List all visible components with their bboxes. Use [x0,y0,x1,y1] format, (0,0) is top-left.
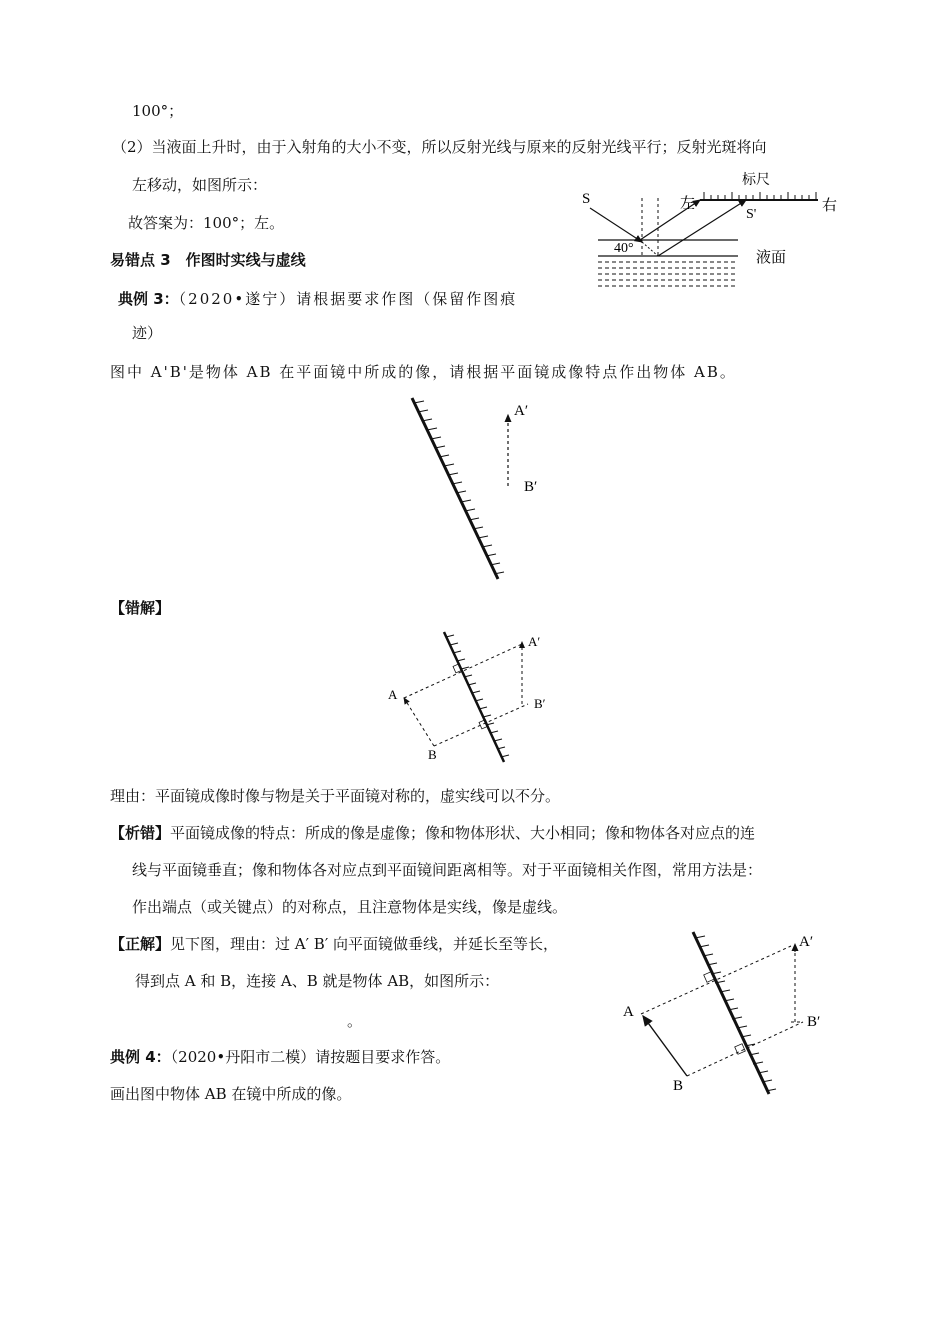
example-3-line [118,289,517,309]
example-3-text: （2020•遂宁）请根据要求作图（保留作图痕 [178,290,518,308]
object-ab-solid [643,1016,687,1076]
example-4-description: 画出图中物体 AB 在镜中所成的像。 [110,1085,352,1103]
label-a: A [623,1004,634,1020]
analysis-text-1: 平面镜成像的特点：所成的像是虚像；像和物体形状、大小相同；像和物体各对应点的连 [170,824,756,842]
answer-line-4: 故答案为：100°；左。 [128,214,285,232]
example-3-text-2: 迹） [132,324,163,342]
answer-line-1: 100°； [132,102,184,120]
label-a: A [388,687,398,702]
example-4-line [110,1047,450,1067]
example-3-label: 典例 3： [118,290,179,308]
reason-line: 理由：平面镜成像时像与物是关于平面镜对称的，虚实线可以不分。 [110,787,561,805]
label-ruler: 标尺 [742,172,770,188]
label-a-prime: A′ [528,634,541,649]
liquid-hatch [598,262,738,286]
label-liquid: 液面 [756,248,787,266]
example-4-text: （2020•丹阳市二模）请按题目要求作答。 [170,1048,451,1066]
mirror-hatch [446,635,509,757]
incident-ray [590,208,642,242]
example-3-description: 图中 A'B'是物体 AB 在平面镜中所成的像，请根据平面镜成像特点作出物体 AB。 [110,363,737,381]
mirror-figure-wrong [380,628,560,768]
mirror-figure-correct [615,928,840,1098]
wrong-solution-label: 【错解】 [110,599,171,617]
analysis-line-1 [110,823,755,843]
label-left: 左 [680,194,696,212]
answer-line-2: （2）当液面上升时，由于入射角的大小不变，所以反射光线与原来的反射光线平行；反射光斑将向 [112,138,767,156]
label-s: S [582,191,591,207]
label-a-prime: A′ [799,934,814,950]
label-b: B [428,747,437,762]
correct-line-2: 得到点 A 和 B，连接 A、B 就是物体 AB，如图所示： [135,972,500,990]
object-line-dashed [404,698,434,746]
answer-line-3: 左移动，如图所示： [132,176,268,194]
analysis-label: 【析错】 [110,824,171,842]
mirror-figure-question [400,393,560,588]
label-b-prime: B′ [807,1014,821,1030]
mirror-surface [693,932,769,1094]
label-right: 右 [822,196,838,214]
perpendicular-b [687,1022,803,1076]
analysis-line-3: 作出端点（或关键点）的对称点，且注意物体是实线，像是虚线。 [132,898,568,916]
correct-line-1 [110,934,558,954]
label-b: B [673,1078,684,1094]
stray-period: 。 [347,1012,363,1030]
analysis-line-2: 线与平面镜垂直；像和物体各对应点到平面镜间距离相等。对于平面镜相关作图，常用方法是： [132,861,763,879]
incident-extension [642,242,658,256]
mirror-surface [412,398,498,579]
mirror-surface [444,632,504,762]
correct-text-1: 见下图，理由：过 A′ B′ 向平面镜做垂线，并延长至等长， [170,935,558,953]
section-heading: 易错点 3 作图时实线与虚线 [110,251,306,269]
liquid-level-figure [570,170,845,295]
label-angle: 40° [614,241,634,256]
reflected-ray-original [658,200,746,256]
example-4-label: 典例 4： [110,1048,171,1066]
ruler-ticks [704,192,816,200]
label-a-prime: A′ [514,403,529,419]
label-s-prime: S' [746,207,757,222]
label-b-prime: B′ [534,696,546,711]
label-b-prime: B′ [524,479,538,495]
mirror-hatch [414,401,504,574]
correct-label: 【正解】 [110,935,171,953]
